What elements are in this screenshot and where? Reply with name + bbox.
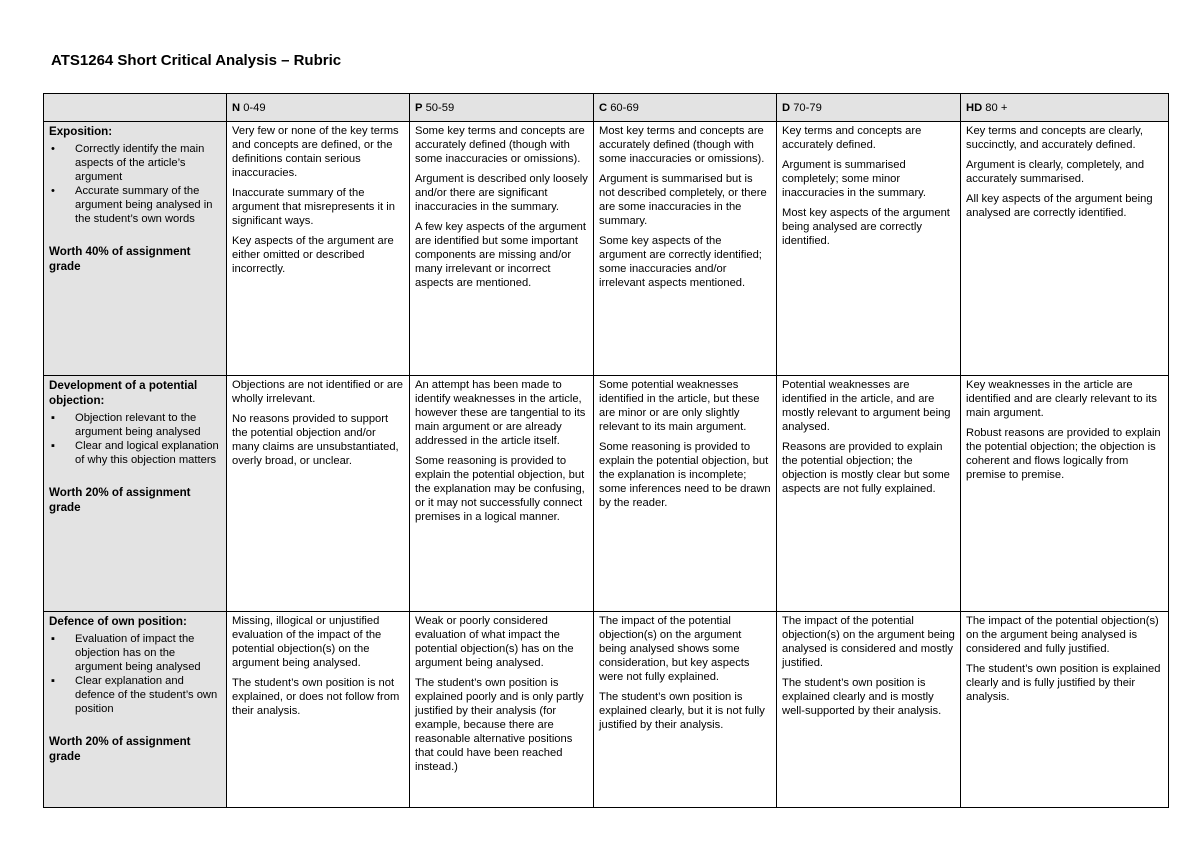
criterion-point — [49, 674, 221, 716]
descriptor-text: The impact of the potential objection(s) on the argument being analysed is considered and fully justified. — [966, 615, 1159, 655]
descriptor-text: Very few or none of the key terms and concepts are defined, or the definitions contain serious inaccuracies. — [232, 125, 399, 179]
descriptor-cell-hd — [961, 612, 1169, 808]
criterion-points — [49, 411, 221, 467]
criterion-point-text: Clear explanation and defence of the student’s own position — [75, 675, 218, 715]
descriptor-cell-d — [777, 122, 961, 376]
bullet-icon: • — [51, 143, 55, 155]
criterion-weight: Worth 20% of assignment grade — [49, 735, 191, 763]
descriptor-text: Key aspects of the argument are either omitted or described incorrectly. — [232, 235, 394, 275]
descriptor-cell-n — [227, 122, 410, 376]
bullet-icon: ▪ — [51, 675, 55, 687]
bullet-icon: ▪ — [51, 440, 55, 452]
descriptor-text: An attempt has been made to identify weaknesses in the article, however these are tangential to its main argument or are already addressed in the article itself. — [415, 379, 586, 447]
grade-range: 80 + — [982, 101, 1008, 114]
descriptor-text: Some reasoning is provided to explain the potential objection, but the explanation may be confusing, or it may not successfully connect premises in a logical manner. — [415, 455, 585, 523]
descriptor-text: The impact of the potential objection(s) on the argument being analysed shows some consideration, but key aspects were not fully explained. — [599, 615, 750, 683]
criterion-heading: Development of a potential objection: — [49, 379, 198, 407]
criterion-point-text: Correctly identify the main aspects of the article’s argument — [75, 143, 205, 183]
rubric-row-objection — [44, 376, 1169, 612]
descriptor-text: Some potential weaknesses identified in the article, but these are minor or are only slightly relevant to its main argument. — [599, 379, 760, 433]
descriptor-text: Missing, illogical or unjustified evaluation of the impact of the potential objection(s) on the argument being analysed. — [232, 615, 382, 669]
descriptor-text: No reasons provided to support the potential objection and/or many claims are unsubstantiated, overly broad, or unclear. — [232, 413, 399, 467]
grade-letter: P — [415, 101, 423, 114]
criterion-weight: Worth 40% of assignment grade — [49, 245, 191, 273]
descriptor-text: Some key terms and concepts are accurately defined (though with some inaccuracies or omissions). — [415, 125, 585, 165]
criterion-points — [49, 632, 221, 716]
criterion-point — [49, 632, 221, 674]
descriptor-text: Key terms and concepts are clearly, succinctly, and accurately defined. — [966, 125, 1144, 151]
document-title: ATS1264 Short Critical Analysis – Rubric — [51, 52, 342, 69]
descriptor-text: A few key aspects of the argument are identified but some important components are missing and/or many irrelevant or incorrect aspects are mentioned. — [415, 221, 587, 289]
descriptor-text: All key aspects of the argument being analysed are correctly identified. — [966, 193, 1153, 219]
criterion-point — [49, 411, 221, 439]
bullet-icon: • — [51, 185, 55, 197]
descriptor-cell-hd — [961, 376, 1169, 612]
bullet-icon: ▪ — [51, 412, 55, 424]
descriptor-text: Some reasoning is provided to explain the potential objection, but the explanation is incomplete; some inferences need to be drawn by the reader. — [599, 441, 771, 509]
descriptor-text: The student’s own position is explained clearly and is fully justified by their analysis. — [966, 663, 1161, 703]
descriptor-cell-p — [410, 122, 594, 376]
grade-header-d — [777, 94, 961, 122]
grade-range: 60-69 — [607, 101, 639, 114]
descriptor-text: The student’s own position is explained clearly, but it is not fully justified by their analysis. — [599, 691, 765, 731]
descriptor-cell-p — [410, 612, 594, 808]
grade-letter: C — [599, 101, 608, 114]
descriptor-cell-c — [594, 612, 777, 808]
descriptor-text: Argument is described only loosely and/or there are significant inaccuracies in the summary. — [415, 173, 588, 213]
descriptor-text: Potential weaknesses are identified in the article, and are mostly relevant to argument being analysed. — [782, 379, 951, 433]
grade-range: 0-49 — [240, 101, 266, 114]
criterion-point — [49, 439, 221, 467]
grade-letter: HD — [966, 101, 983, 114]
criterion-heading: Exposition: — [49, 125, 113, 138]
descriptor-cell-n — [227, 376, 410, 612]
rubric-row-defence — [44, 612, 1169, 808]
descriptor-cell-p — [410, 376, 594, 612]
descriptor-text: Reasons are provided to explain the potential objection; the objection is mostly clear but some aspects are not fully explained. — [782, 441, 950, 495]
descriptor-text: The student’s own position is not explained, or does not follow from their analysis. — [232, 677, 400, 717]
descriptor-cell-d — [777, 376, 961, 612]
rubric-row-exposition — [44, 122, 1169, 376]
grade-header-n — [227, 94, 410, 122]
bullet-icon: ▪ — [51, 633, 55, 645]
criterion-cell — [44, 376, 227, 612]
criterion-point-text: Evaluation of impact the objection has on the argument being analysed — [75, 633, 201, 673]
descriptor-text: Objections are not identified or are wholly irrelevant. — [232, 379, 404, 405]
descriptor-cell-c — [594, 122, 777, 376]
criterion-points — [49, 142, 221, 226]
descriptor-text: Most key terms and concepts are accurately defined (though with some inaccuracies or omissions). — [599, 125, 765, 165]
criterion-cell — [44, 122, 227, 376]
descriptor-text: Robust reasons are provided to explain the potential objection; the objection is coherent and flows logically from premise to premise. — [966, 427, 1161, 481]
descriptor-cell-hd — [961, 122, 1169, 376]
descriptor-text: Argument is summarised completely; some minor inaccuracies in the summary. — [782, 159, 927, 199]
rubric-table — [43, 93, 1169, 808]
header-corner-cell — [44, 94, 227, 122]
criterion-weight: Worth 20% of assignment grade — [49, 486, 191, 514]
descriptor-text: Argument is clearly, completely, and accurately summarised. — [966, 159, 1145, 185]
descriptor-text: Weak or poorly considered evaluation of what impact the potential objection(s) has on the argument being analysed. — [415, 615, 574, 669]
descriptor-text: Key terms and concepts are accurately defined. — [782, 125, 922, 151]
descriptor-text: The impact of the potential objection(s) on the argument being analysed is considered and mostly justified. — [782, 615, 955, 669]
criterion-point — [49, 184, 221, 226]
descriptor-text: Most key aspects of the argument being analysed are correctly identified. — [782, 207, 950, 247]
descriptor-cell-n — [227, 612, 410, 808]
grade-header-c — [594, 94, 777, 122]
criterion-point — [49, 142, 221, 184]
grade-header-hd — [961, 94, 1169, 122]
criterion-point-text: Objection relevant to the argument being analysed — [75, 412, 201, 438]
descriptor-text: The student’s own position is explained clearly and is mostly well-supported by their analysis. — [782, 677, 942, 717]
descriptor-text: The student’s own position is explained poorly and is only partly justified by their analysis (for example, because there are reasonable alternative positions that could have been reached instead.) — [415, 677, 584, 773]
criterion-cell — [44, 612, 227, 808]
descriptor-text: Argument is summarised but is not described completely, or there are some inaccuracies in the summary. — [599, 173, 767, 227]
grade-range: 70-79 — [790, 101, 822, 114]
criterion-heading: Defence of own position: — [49, 615, 187, 628]
descriptor-text: Key weaknesses in the article are identified and are clearly relevant to its main argument. — [966, 379, 1157, 419]
descriptor-cell-c — [594, 376, 777, 612]
descriptor-text: Inaccurate summary of the argument that misrepresents it in significant ways. — [232, 187, 395, 227]
header-row — [44, 94, 1169, 122]
grade-letter: N — [232, 101, 241, 114]
rubric-body — [44, 122, 1169, 808]
criterion-point-text: Clear and logical explanation of why this objection matters — [75, 440, 219, 466]
descriptor-text: Some key aspects of the argument are correctly identified; some inaccuracies and/or irrelevant aspects mentioned. — [599, 235, 762, 289]
grade-letter: D — [782, 101, 791, 114]
descriptor-cell-d — [777, 612, 961, 808]
grade-header-p — [410, 94, 594, 122]
grade-range: 50-59 — [422, 101, 455, 114]
criterion-point-text: Accurate summary of the argument being analysed in the student’s own words — [75, 185, 213, 225]
